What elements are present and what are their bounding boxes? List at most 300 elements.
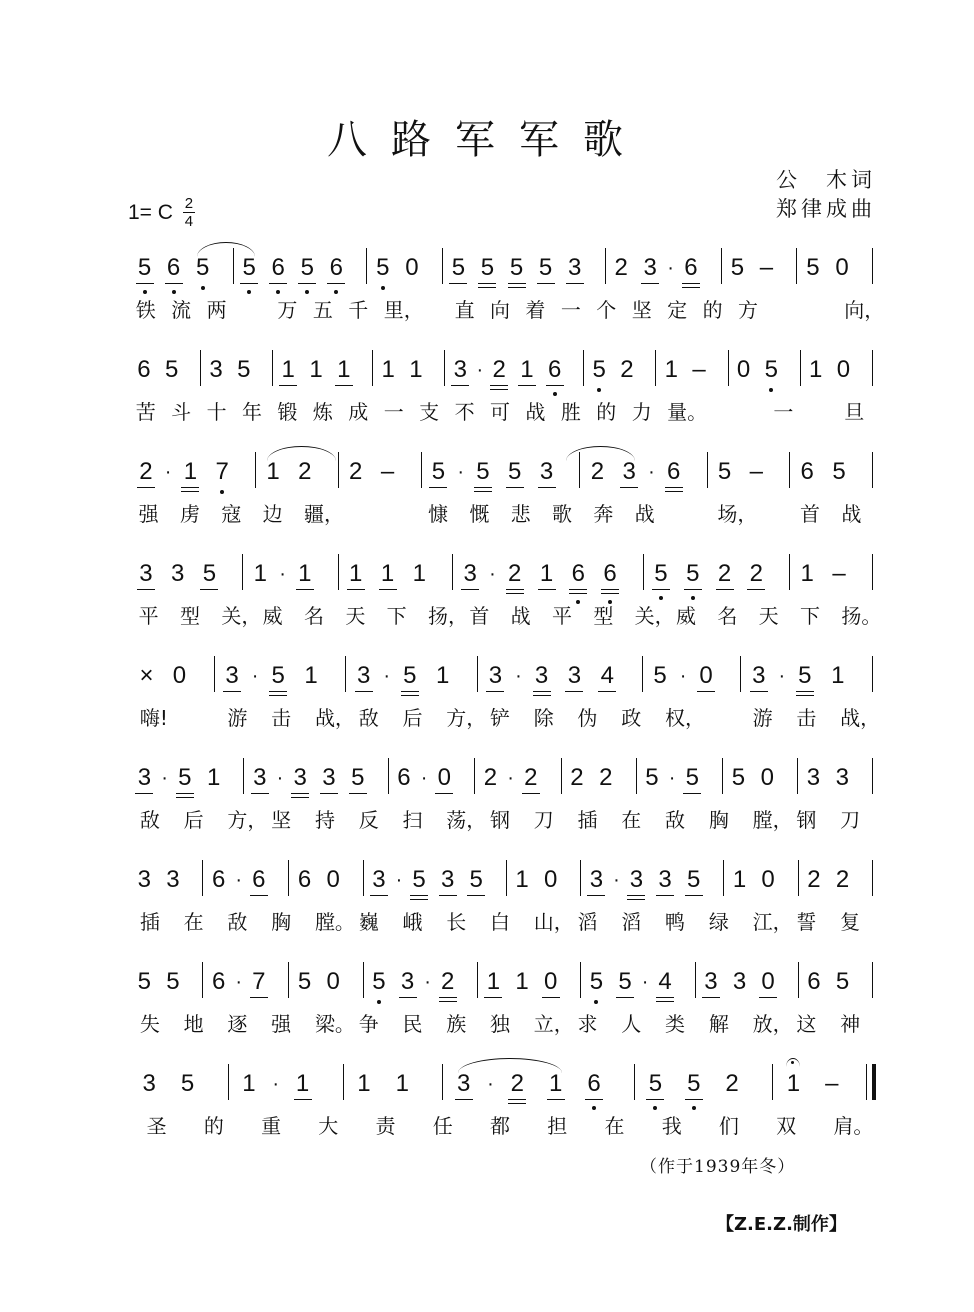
lyric-syllable: 膛， <box>752 808 793 832</box>
note: 2 <box>570 764 584 791</box>
low-octave-dot <box>201 286 205 290</box>
lyrics-line <box>130 910 878 940</box>
augmentation-dot: · <box>272 1073 280 1095</box>
note: 3 <box>532 662 552 690</box>
note: 1 <box>378 560 398 588</box>
note: 7 <box>249 968 269 996</box>
lyric-syllable: 万 <box>277 298 298 322</box>
note: 6 <box>568 560 588 588</box>
note: 6 <box>212 968 226 995</box>
note: 3 <box>398 968 418 996</box>
note: 3 <box>454 1070 474 1098</box>
score-row <box>130 546 882 646</box>
note: 2 <box>521 764 541 792</box>
beam-underline <box>646 1099 664 1100</box>
lyric-syllable: 神 <box>840 1012 861 1036</box>
lyric-syllable: 十 <box>206 400 227 424</box>
lyric-syllable: 坚 <box>631 298 652 322</box>
note: 1 <box>409 356 423 383</box>
note: 2 <box>507 1070 527 1098</box>
key-label: 1= C <box>128 200 173 224</box>
note: 6 <box>249 866 269 894</box>
note: 1 <box>436 662 450 689</box>
note: 1 <box>278 356 298 384</box>
lyric-syllable: 持 <box>314 808 335 832</box>
lyric-syllable: 滔 <box>577 910 598 934</box>
note: 6 <box>164 254 184 282</box>
barline <box>634 1064 635 1100</box>
beam-underline <box>546 385 564 386</box>
note: 5 <box>731 764 746 791</box>
beam-underline <box>665 491 683 492</box>
fermata-icon <box>786 1058 800 1067</box>
note: 3 <box>806 764 821 791</box>
barline <box>872 962 873 998</box>
barline <box>345 656 346 692</box>
lyric-syllable: 敌 <box>358 706 379 730</box>
note: 5 <box>645 764 659 791</box>
note: 5 <box>684 866 704 894</box>
augmentation-dot: · <box>251 665 259 687</box>
lyric-syllable: 强 <box>271 1012 292 1036</box>
barline <box>288 860 289 896</box>
augmentation-dot: · <box>667 257 674 279</box>
note: 3 <box>450 356 470 384</box>
lyric-syllable: 悲 <box>510 502 531 526</box>
note: 3 <box>134 764 154 792</box>
augmentation-dot: · <box>424 971 431 993</box>
note: 5 <box>832 458 846 485</box>
note: 1 <box>346 560 366 588</box>
note: 5 <box>400 662 420 690</box>
lyric-syllable: 名 <box>304 604 324 628</box>
barline <box>442 1064 443 1100</box>
beam-underline <box>410 895 428 896</box>
lyric-syllable: 胸 <box>708 808 729 832</box>
lyric-syllable: 的 <box>702 298 723 322</box>
barline <box>798 962 799 998</box>
note: 5 <box>653 662 667 689</box>
barline <box>343 1064 344 1100</box>
note: 5 <box>586 968 606 996</box>
note: 3 <box>460 560 480 588</box>
beam-underline <box>137 589 155 590</box>
lyric-syllable: 锻 <box>277 400 298 424</box>
augmentation-dot: · <box>161 767 168 789</box>
note: 1 <box>266 458 280 485</box>
note: 3 <box>250 764 270 792</box>
note: 5 <box>536 254 556 282</box>
lyric-syllable: 都 <box>490 1114 510 1138</box>
barline <box>772 1064 773 1100</box>
lyric-syllable: 可 <box>490 400 510 424</box>
note: 5 <box>589 356 609 384</box>
barline <box>372 350 373 386</box>
beam-underline <box>335 385 353 386</box>
lyric-syllable: 鸭 <box>665 910 686 934</box>
lyric-syllable: 峨 <box>402 910 423 934</box>
note: 3 <box>640 254 660 282</box>
lyric-syllable: 慨 <box>469 502 490 526</box>
barline <box>643 554 644 590</box>
note: 5 <box>477 254 497 282</box>
beam-underline <box>478 287 496 288</box>
note: 4 <box>655 968 675 996</box>
note: 6 <box>664 458 684 486</box>
beam-underline <box>181 491 199 492</box>
note: 2 <box>136 458 156 486</box>
lyric-syllable: 斗 <box>171 400 192 424</box>
note: 5 <box>268 662 288 690</box>
beam-underline <box>508 1099 526 1100</box>
barline <box>288 962 289 998</box>
note: 3 <box>222 662 242 690</box>
note: 1 <box>517 356 537 384</box>
barline <box>872 758 873 794</box>
note: 6 <box>584 1070 604 1098</box>
notes-line <box>130 648 878 704</box>
lyric-syllable: 名 <box>717 604 738 628</box>
notes-line <box>130 852 878 908</box>
beam-underline <box>347 589 365 590</box>
lyric-syllable: 苦 <box>135 400 156 424</box>
beam-underline <box>291 797 309 798</box>
note: 2 <box>835 866 850 893</box>
barline <box>722 758 723 794</box>
note: 1 <box>309 356 323 383</box>
note: 3 <box>655 866 675 894</box>
beam-underline <box>533 695 551 696</box>
beam-underline <box>627 899 645 900</box>
lyric-syllable: 战， <box>840 706 881 730</box>
barline <box>255 452 256 488</box>
beam-underline <box>451 385 469 386</box>
note: 5 <box>193 254 213 282</box>
beam-underline <box>137 487 155 488</box>
note: 1 <box>483 968 503 996</box>
barline <box>872 452 873 488</box>
lyric-syllable: 钢 <box>490 808 510 832</box>
beam-underline <box>355 691 373 692</box>
note: 3 <box>166 866 180 893</box>
note: 3 <box>586 866 606 894</box>
note: 0 <box>434 764 454 792</box>
note: 5 <box>717 458 732 485</box>
note: 3 <box>732 968 747 995</box>
note: 1 <box>515 866 529 893</box>
note: 1 <box>295 560 315 588</box>
beam-underline <box>537 283 555 284</box>
note: 5 <box>730 254 745 281</box>
composition-date: （作于1939年冬） <box>640 1157 796 1177</box>
time-signature <box>183 196 195 229</box>
low-octave-dot <box>276 290 280 294</box>
lyric-syllable: 除 <box>533 706 554 730</box>
beam-underline <box>435 793 453 794</box>
lyric-syllable: 不 <box>454 400 475 424</box>
barline <box>442 248 443 284</box>
lyric-syllable: 关， <box>221 604 262 628</box>
note: 1 <box>831 662 845 689</box>
beam-underline <box>490 389 508 390</box>
lyric-syllable: 肩。 <box>833 1114 874 1138</box>
lyric-syllable: 一 <box>383 400 404 424</box>
note: 5 <box>615 968 635 996</box>
lyric-syllable: 方 <box>738 298 758 322</box>
lyric-syllable: 这 <box>796 1012 817 1036</box>
lyric-syllable: 求 <box>577 1012 598 1036</box>
lyric-syllable: 战 <box>841 502 862 526</box>
beam-underline <box>269 283 287 284</box>
beam-underline <box>370 895 388 896</box>
note: 2 <box>349 458 363 485</box>
beam-underline <box>181 487 199 488</box>
barline <box>388 758 389 794</box>
note: 3 <box>537 458 557 486</box>
note: 3 <box>290 764 310 792</box>
barline <box>243 758 244 794</box>
lyric-syllable: 旦 <box>844 400 865 424</box>
barline <box>474 758 475 794</box>
note: 5 <box>137 968 151 995</box>
beam-underline <box>627 895 645 896</box>
beam-underline <box>136 283 154 284</box>
note: 5 <box>835 968 850 995</box>
note: 3 <box>136 560 156 588</box>
beam-underline <box>294 1099 312 1100</box>
note: 1 <box>180 458 200 486</box>
key-signature <box>128 196 195 229</box>
barline <box>655 350 656 386</box>
note: 6 <box>800 458 814 485</box>
lyric-syllable: 逐 <box>227 1012 248 1036</box>
lyric-syllable: 下 <box>386 604 407 628</box>
lyric-syllable: 敌 <box>139 808 160 832</box>
note: 1 <box>732 866 747 893</box>
note: 0 <box>758 968 778 996</box>
sustain-dash: – <box>749 458 764 485</box>
augmentation-dot: · <box>420 767 428 789</box>
lyric-syllable: 击 <box>796 706 817 730</box>
lyric-syllable: 威 <box>262 604 283 628</box>
beam-underline <box>547 1099 565 1100</box>
note: 2 <box>715 560 735 588</box>
beam-underline <box>683 793 701 794</box>
augmentation-dot: · <box>515 665 522 687</box>
beam-underline <box>533 691 551 692</box>
barline <box>721 248 722 284</box>
beam-underline <box>538 487 556 488</box>
barline <box>477 656 478 692</box>
augmentation-dot: · <box>648 461 655 483</box>
lyric-syllable: 担 <box>547 1114 568 1138</box>
note: 2 <box>746 560 766 588</box>
beam-underline <box>223 691 241 692</box>
note: 0 <box>736 356 751 383</box>
sustain-dash: – <box>759 254 774 281</box>
beam-underline <box>620 487 638 488</box>
score-row <box>130 444 878 544</box>
note: 0 <box>326 968 340 995</box>
lyric-syllable: 江， <box>752 910 793 934</box>
score-row <box>130 954 878 1054</box>
note: 0 <box>172 662 187 689</box>
beam-underline <box>135 793 153 794</box>
note: 0 <box>541 968 561 996</box>
note: 5 <box>448 254 468 282</box>
barline <box>872 248 873 284</box>
beam-underline <box>598 691 616 692</box>
beam-underline <box>296 589 314 590</box>
notes-line <box>130 240 878 296</box>
low-octave-dot <box>220 490 224 494</box>
note: 1 <box>253 560 268 587</box>
note: 5 <box>237 356 251 383</box>
lyrics-line <box>130 1012 878 1042</box>
composer: 郑律成曲 <box>776 197 876 221</box>
note: 2 <box>298 458 312 485</box>
lyric-syllable: 扫 <box>402 808 423 832</box>
lyric-syllable: 责 <box>375 1114 396 1138</box>
low-octave-dot <box>334 290 338 294</box>
barline <box>797 758 798 794</box>
lyric-syllable: 滔 <box>621 910 642 934</box>
lyric-syllable: 权， <box>665 706 706 730</box>
credits <box>776 166 876 224</box>
note: 1 <box>293 1070 313 1098</box>
lyric-syllable: 直 <box>454 298 475 322</box>
lyric-syllable: 失 <box>139 1012 160 1036</box>
lyric-syllable: 年 <box>242 400 262 424</box>
beam-underline <box>298 283 316 284</box>
lyric-syllable: 量。 <box>667 400 708 424</box>
low-octave-dot <box>553 392 557 396</box>
note: 5 <box>199 560 219 588</box>
beam-underline <box>461 589 479 590</box>
low-octave-dot <box>592 1106 596 1110</box>
lyric-syllable: 战 <box>634 502 655 526</box>
note: 0 <box>405 254 419 281</box>
lyric-syllable: 下 <box>800 604 820 628</box>
barline <box>723 860 724 896</box>
notes-line <box>130 1056 878 1112</box>
note: 5 <box>175 764 195 792</box>
note: 5 <box>348 764 368 792</box>
note: 1 <box>664 356 678 383</box>
note: 5 <box>645 1070 665 1098</box>
beam-underline <box>750 691 768 692</box>
note: 5 <box>651 560 671 588</box>
lyric-syllable: 方， <box>227 808 268 832</box>
lyric-syllable: 白 <box>490 910 510 934</box>
barline <box>214 656 215 692</box>
note: 3 <box>564 662 584 690</box>
lyric-syllable: 战 <box>510 604 531 628</box>
note: 3 <box>209 356 223 383</box>
sustain-dash: – <box>832 560 846 587</box>
lyric-syllable: 向， <box>844 298 885 322</box>
lyric-syllable: 胜 <box>560 400 581 424</box>
augmentation-dot: · <box>395 869 403 891</box>
lyrics-line <box>130 400 878 430</box>
lyric-syllable: 歌 <box>552 502 572 526</box>
lyric-syllable: 双 <box>776 1114 797 1138</box>
beam-underline <box>474 487 492 488</box>
lyric-syllable: 梁。 <box>314 1012 355 1036</box>
lyric-syllable: 炼 <box>312 400 333 424</box>
note: 5 <box>297 254 317 282</box>
lyric-syllable: 定 <box>667 298 688 322</box>
lyric-syllable: 地 <box>183 1012 204 1036</box>
final-barline <box>872 1064 876 1100</box>
note: 3 <box>354 662 374 690</box>
lyric-syllable: 胸 <box>271 910 292 934</box>
beam-underline <box>291 793 309 794</box>
lyrics-line <box>130 1114 878 1144</box>
note: 1 <box>537 560 557 588</box>
note: 3 <box>701 968 721 996</box>
lyrics-line <box>130 808 878 838</box>
beam-underline <box>682 283 700 284</box>
score-row <box>130 648 881 748</box>
lyric-syllable: 族 <box>446 1012 467 1036</box>
lyric-syllable: 巍 <box>358 910 379 934</box>
beam-underline <box>665 487 683 488</box>
lyric-syllable: 强 <box>138 502 159 526</box>
lyric-syllable: 誓 <box>796 910 817 934</box>
beam-underline <box>176 797 194 798</box>
note: 1 <box>783 1070 803 1098</box>
barline <box>242 554 243 590</box>
lyric-syllable: 大 <box>318 1114 339 1138</box>
barline <box>363 962 364 998</box>
note: 6 <box>268 254 288 282</box>
low-octave-dot <box>691 596 695 600</box>
lyric-syllable: 我 <box>661 1114 682 1138</box>
lyric-syllable: 天 <box>758 604 779 628</box>
lyric-syllable: 平 <box>552 604 572 628</box>
lyric-syllable: 插 <box>577 808 598 832</box>
score-row <box>130 342 878 442</box>
beam-underline <box>474 491 492 492</box>
barline <box>580 860 581 896</box>
lyric-syllable: 们 <box>718 1114 739 1138</box>
lyric-syllable: 刀 <box>840 808 861 832</box>
note: 5 <box>297 968 312 995</box>
score-row <box>130 852 878 952</box>
note: 5 <box>806 254 820 281</box>
barline <box>421 452 422 488</box>
beam-underline <box>486 691 504 692</box>
barline <box>506 860 507 896</box>
note: 6 <box>807 968 821 995</box>
beam-underline <box>467 895 485 896</box>
note: 5 <box>682 764 702 792</box>
barline <box>477 962 478 998</box>
augmentation-dot: · <box>679 665 687 687</box>
note: 2 <box>483 764 498 791</box>
lyric-syllable: 流 <box>171 298 192 322</box>
beam-underline <box>508 287 526 288</box>
lyric-syllable: 在 <box>183 910 204 934</box>
barline <box>800 350 801 386</box>
barline <box>605 248 606 284</box>
beam-underline <box>200 589 218 590</box>
note: 3 <box>749 662 769 690</box>
notes-line <box>130 750 878 806</box>
lyric-syllable: 奔 <box>593 502 614 526</box>
low-octave-dot <box>659 596 663 600</box>
